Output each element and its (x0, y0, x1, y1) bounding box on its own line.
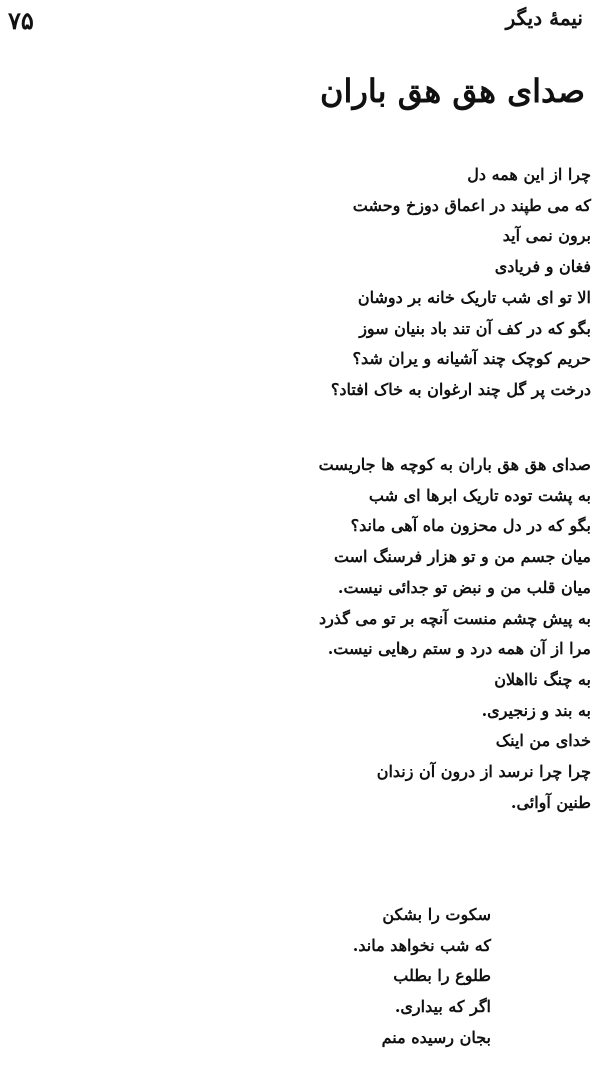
poem-line: الا تو ای شب تاریک خانه بر دوشان (357, 287, 591, 307)
poem-line: به پیش چشم منست آنچه بر تو می گذرد (318, 608, 591, 628)
poem-line: سکوت را بشکن (382, 905, 491, 924)
poem-line: که می طپند در اعماق دوزخ وحشت (352, 195, 591, 215)
poem-line: حریم کوچک چند آشیانه و یران شد؟ (352, 349, 591, 369)
poem-line: چرا از این همه دل (467, 165, 591, 184)
poem-stanza-3 (11, 900, 491, 1054)
poem-title: صدای هق هق باران (320, 72, 585, 110)
poem-line: صدای هق هق باران به کوچه ها جاریست (318, 455, 591, 474)
poem-line: چرا چرا نرسد از درون آن زندان (376, 762, 591, 782)
poem-line: خدای من اینک (495, 731, 591, 751)
poem-line: درخت پر گل چند ارغوان به خاک افتاد؟ (330, 379, 591, 399)
poem-line: اگر که بیداری. (394, 997, 491, 1017)
poem-line: مرا از آن همه درد و ستم رهایی نیست. (327, 639, 591, 659)
poem-line: برون نمی آید (502, 226, 591, 246)
poem-line: طنین آوائی. (510, 792, 591, 812)
poem-line: به چنگ نااهلان (494, 669, 591, 689)
poem-line: میان قلب من و نبض تو جدائی نیست. (337, 577, 591, 597)
poem-line: به بند و زنجیری. (481, 700, 591, 720)
poem-line: میان جسم من و تو هزار فرسنگ است (333, 547, 591, 567)
poem-line: بگو که در دل محزون ماه آهی ماند؟ (350, 516, 591, 536)
running-header-book-title: نیمهٔ دیگر (505, 6, 583, 30)
poem-stanza-1 (11, 160, 591, 406)
poem-line: بگو که در کف آن تند باد بنیان سوز (359, 318, 591, 338)
poem-line: به پشت توده تاریک ابرها ای شب (368, 485, 591, 505)
poem-line: طلوع را بطلب (393, 966, 491, 986)
poem-line: بجان رسیده منم (381, 1027, 491, 1047)
poem-line: که شب نخواهد ماند. (352, 935, 491, 955)
page-number: ۷۵ (8, 6, 34, 35)
poem-line: فغان و فریادی (494, 257, 591, 277)
poem-stanza-2 (11, 450, 591, 818)
